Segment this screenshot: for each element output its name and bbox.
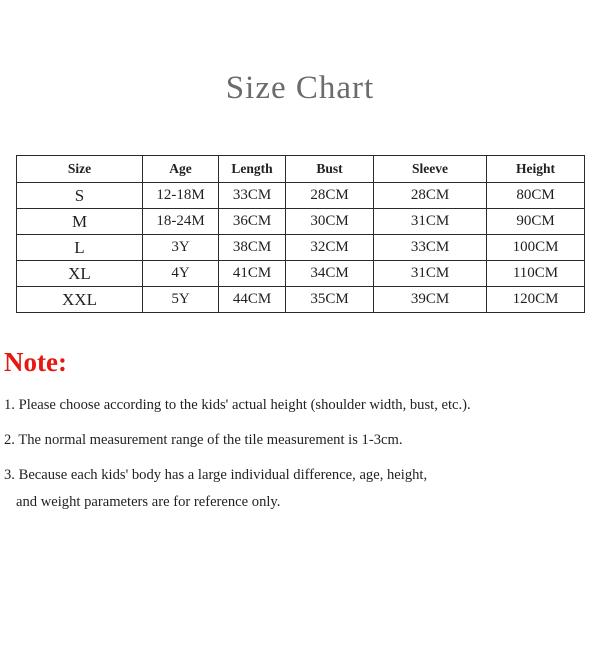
cell-age: 3Y [143, 235, 219, 261]
table-row [17, 235, 585, 261]
cell-height: 110CM [487, 261, 585, 287]
cell-sleeve: 33CM [374, 235, 487, 261]
note-heading: Note: [4, 347, 67, 377]
page-title: Size Chart [225, 70, 375, 106]
table-header [17, 156, 585, 183]
column-header-bust: Bust [286, 156, 374, 183]
note-item-3 [4, 466, 600, 510]
cell-height: 80CM [487, 183, 585, 209]
cell-size: XL [17, 261, 143, 287]
column-header-length: Length [219, 156, 286, 183]
cell-age: 12-18M [143, 183, 219, 209]
cell-length: 44CM [219, 287, 286, 313]
cell-age: 18-24M [143, 209, 219, 235]
table-row [17, 183, 585, 209]
cell-size: M [17, 209, 143, 235]
cell-bust: 28CM [286, 183, 374, 209]
note-list [4, 396, 600, 511]
column-header-age: Age [143, 156, 219, 183]
cell-bust: 30CM [286, 209, 374, 235]
cell-sleeve: 31CM [374, 209, 487, 235]
table-row [17, 209, 585, 235]
column-header-size: Size [17, 156, 143, 183]
size-table [16, 155, 585, 313]
note-item-3-text: 3. Because each kids' body has a large individual difference, age, height, [4, 467, 428, 484]
table-body [17, 183, 585, 313]
cell-age: 4Y [143, 261, 219, 287]
cell-length: 36CM [219, 209, 286, 235]
cell-height: 90CM [487, 209, 585, 235]
cell-sleeve: 28CM [374, 183, 487, 209]
cell-size: S [17, 183, 143, 209]
cell-height: 100CM [487, 235, 585, 261]
cell-length: 33CM [219, 183, 286, 209]
note-item-1: 1. Please choose according to the kids' actual height (shoulder width, bust, etc.). [4, 397, 471, 413]
table-row [17, 261, 585, 287]
cell-height: 120CM [487, 287, 585, 313]
cell-size: L [17, 235, 143, 261]
size-chart-page [0, 70, 600, 670]
cell-size: XXL [17, 287, 143, 313]
cell-sleeve: 39CM [374, 287, 487, 313]
size-table-container [16, 155, 584, 313]
column-header-height: Height [487, 156, 585, 183]
column-header-sleeve: Sleeve [374, 156, 487, 183]
cell-length: 38CM [219, 235, 286, 261]
table-row [17, 287, 585, 313]
cell-bust: 32CM [286, 235, 374, 261]
note-item-3-continuation: and weight parameters are for reference only. [16, 493, 281, 510]
cell-age: 5Y [143, 287, 219, 313]
cell-bust: 34CM [286, 261, 374, 287]
note-item-2: 2. The normal measurement range of the tile measurement is 1-3cm. [4, 432, 403, 449]
cell-sleeve: 31CM [374, 261, 487, 287]
table-header-row [17, 156, 585, 183]
cell-length: 41CM [219, 261, 286, 287]
cell-bust: 35CM [286, 287, 374, 313]
